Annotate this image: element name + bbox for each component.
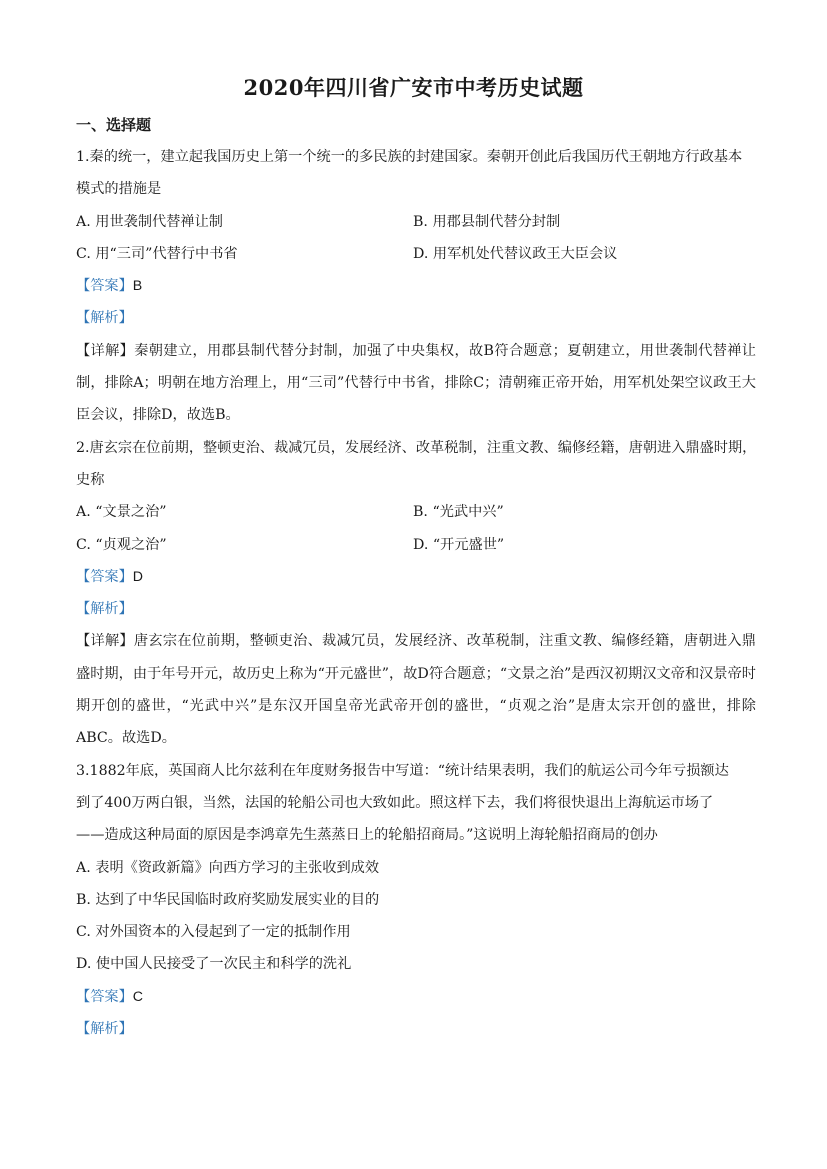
- question-stem-line: 1.秦的统一，建立起我国历史上第一个统一的多民族的封建国家。秦朝开创此后我国历代王朝地方行政基本: [76, 149, 743, 165]
- option-c: C. 用“三司”代替行中书省: [76, 245, 238, 262]
- answer-value: C: [132, 988, 144, 1005]
- option-b: B. 用郡县制代替分封制: [413, 213, 561, 230]
- question-stem-line: 2.唐玄宗在位前期，整顿吏治、裁减冗员，发展经济、改革税制，注重文教、编修经籍，唐朝进入鼎盛时期，: [76, 439, 756, 456]
- question-2: [76, 432, 756, 755]
- option-a: A. 用世袭制代替禅让制: [76, 213, 223, 230]
- analysis-line: [76, 302, 756, 334]
- option-c: C. 对外国资本的入侵起到了一定的抵制作用: [76, 924, 351, 941]
- option-c: C. “贞观之治”: [76, 536, 167, 553]
- analysis-label: 【解析】: [76, 601, 133, 618]
- answer-line: [76, 981, 756, 1013]
- exam-content: [76, 141, 756, 1045]
- answer-label: 【答案】: [76, 278, 133, 295]
- answer-label: 【答案】: [76, 568, 133, 585]
- detail-paragraph: 【详解】唐玄宗在位前期，整顿吏治、裁减冗员，发展经济、改革税制，注重文教、编修经籍，唐朝进入鼎盛时期，由于年号开元，故历史上称为“开元盛世”，故D符合题意；“文景之治”是西汉初期汉文帝和汉景帝时期开创的盛世，“光武中兴”是东汉开国皇帝光武帝开创的盛世，“贞观之治”是唐太宗开创的盛世，排除ABC。故选D。: [76, 633, 756, 747]
- section-heading: 一、选择题: [76, 116, 152, 134]
- options-row: [76, 529, 756, 561]
- options-row: [76, 206, 756, 238]
- question-1: [76, 141, 756, 432]
- question-stem-line: 3.1882年底，英国商人比尔兹利在年度财务报告中写道：“统计结果表明，我们的航运公司今年亏损额达: [76, 762, 729, 779]
- answer-line: [76, 270, 756, 302]
- page-title: 2020年四川省广安市中考历史试题: [243, 75, 584, 100]
- question-stem-line: 到了400万两白银，当然，法国的轮船公司也大致如此。照这样下去，我们将很快退出上海航运市场了: [76, 794, 714, 811]
- options-row: [76, 496, 756, 528]
- answer-value: B: [132, 278, 143, 295]
- answer-line: [76, 561, 756, 593]
- question-3: [76, 755, 756, 1046]
- answer-value: D: [132, 568, 144, 585]
- option-a: A. “文景之治”: [76, 504, 167, 521]
- option-d: D. “开元盛世”: [413, 536, 505, 553]
- option-b: B. 达到了中华民国临时政府奖励发展实业的目的: [76, 891, 380, 908]
- analysis-label: 【解析】: [76, 1021, 133, 1038]
- analysis-line: [76, 593, 756, 625]
- detail-paragraph: 【详解】秦朝建立，用郡县制代替分封制，加强了中央集权，故B符合题意；夏朝建立，用世袭制代替禅让制，排除A；明朝在地方治理上，用“三司”代替行中书省，排除C；清朝雍正帝开始，用军机处架空议政王大臣会议，排除D，故选B。: [76, 342, 756, 424]
- question-stem-line: 模式的措施是: [76, 181, 162, 198]
- option-b: B. “光武中兴”: [413, 504, 504, 521]
- option-a: A. 表明《资政新篇》向西方学习的主张收到成效: [76, 859, 380, 876]
- question-stem-line: ——造成这种局面的原因是李鸿章先生蒸蒸日上的轮船招商局。”这说明上海轮船招商局的创办: [76, 827, 658, 844]
- analysis-line: [76, 1013, 756, 1045]
- option-d: D. 使中国人民接受了一次民主和科学的洗礼: [76, 956, 352, 973]
- options-row: [76, 238, 756, 270]
- answer-label: 【答案】: [76, 988, 133, 1005]
- analysis-label: 【解析】: [76, 310, 133, 327]
- question-stem-line: 史称: [76, 471, 105, 488]
- option-d: D. 用军机处代替议政王大臣会议: [413, 245, 618, 262]
